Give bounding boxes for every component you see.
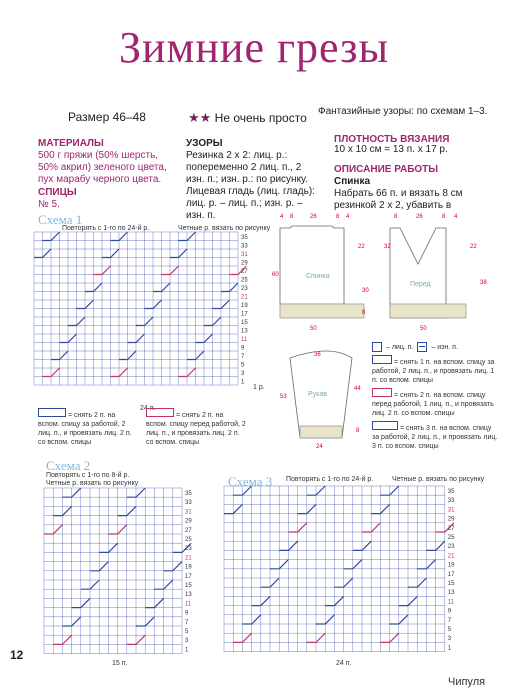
schema1-row-number: 5 [241,362,245,369]
schema3-row-number: 15 [447,581,455,587]
patterns-text: Резинка 2 х 2: лиц. р.: попеременно 2 лиц. п., 2 изн. п.; изн. р.: по рисунку. Лицевая гладь (лиц. гладь): лиц. р. – лиц. п.; изн. р. – изн. п. [186,150,315,221]
legend-cross-front1: = снять 2 п. на вспом. спицу перед работой, 1 лиц. п., и провязать лиц. 2 п. со вспом. спицы [372,392,494,417]
schema3-row-number: 1 [447,645,452,652]
difficulty-label: Не очень просто [214,111,307,125]
schema1-row-number: 29 [241,260,248,267]
svg-text:24: 24 [316,444,323,450]
schema3-row-number: 5 [447,627,452,633]
difficulty-stars: ★★ [188,110,212,125]
schema2-label: Схема 2 [46,458,91,473]
page-title: Зимние грезы [118,23,390,72]
schema3-row-number: 9 [447,608,452,615]
schema1-row-number: 17 [241,311,248,318]
schema1-row-number: 3 [241,371,245,377]
schema1-row-number: 1 [241,379,245,386]
needles-heading: СПИЦЫ [38,187,77,198]
schema1-grid [34,232,262,412]
schema2-row-number: 19 [185,564,192,571]
svg-text:38: 38 [480,280,487,286]
svg-text:26: 26 [310,214,317,220]
schema2-row-number: 31 [185,509,192,516]
schema1-row-number: 11 [241,337,248,343]
schema1-row-number: 35 [241,235,248,241]
schema3-row-number: 17 [447,571,455,578]
work-body: Набрать 66 п. и вязать 8 см резинкой 2 х 2, убавить в [334,188,463,211]
work-text [334,176,484,212]
legend-knit: – лиц. п. [386,343,414,351]
needles-text: № 5. [38,199,60,210]
legend-cross-back: = снять 2 п. на вспом. спицу за работой, 2 лиц. п., и провязать лиц. 2 п. со вспом. спицы [38,412,132,446]
schema1-row-number: 9 [241,345,245,352]
schema3-row-number: 7 [447,617,452,624]
schema2-row-number: 35 [185,491,192,497]
schema3-width: 24 п. [336,660,352,667]
schema1-row-number: 21 [241,294,248,301]
legend-cross-back1: = снять 1 п. на вспом. спицу за работой, 2 лиц. п., и провязать лиц. 1 п. со вспом. спицы [372,359,495,384]
svg-text:8: 8 [290,214,294,220]
schema2-row-number: 5 [185,629,189,635]
back-label: Спинка [306,273,330,280]
schema1-row-number: 23 [241,286,248,292]
svg-text:8: 8 [356,428,360,434]
schema3-row-number: 13 [447,590,455,597]
svg-text:30: 30 [362,288,369,294]
schema2-row-number: 3 [185,638,189,645]
svg-text:36: 36 [314,352,321,358]
schema3-row-number: 25 [447,535,455,541]
legend-cross-front-box [146,408,246,447]
schema3-row-number: 19 [447,562,455,569]
brand-watermark: Чипуля [448,676,486,688]
schema3-repeat: Повторять с 1-го по 24-й р. [286,476,374,483]
density-heading: ПЛОТНОСТЬ ВЯЗАНИЯ [334,134,450,145]
schema2-row-number: 17 [185,573,192,580]
legend-cross-front: = снять 2 п. на вспом. спицу перед работой, 2 лиц. п., и провязать лиц. 2 п. со вспом. спицы [146,412,246,446]
schema2-row-number: 7 [185,619,189,626]
svg-text:53: 53 [280,394,287,400]
svg-text:60: 60 [272,272,279,278]
svg-text:44: 44 [354,386,361,392]
schema2-row-number: 13 [185,592,192,599]
schema2-row-number: 11 [185,601,192,608]
schema3-even: Четные р. вязать по рисунку [392,476,485,483]
schema1-row-number: 13 [241,328,248,335]
schema3-row-number: 33 [447,498,455,505]
svg-text:26: 26 [416,214,423,220]
work-heading: ОПИСАНИЕ РАБОТЫ [334,164,439,175]
schema1-repeat: Повторять с 1-го по 24-й р. [62,225,150,232]
legend-purl: – изн. п. [431,343,458,351]
schema2-row-number: 21 [185,555,192,562]
schema3-row-number: 11 [447,599,455,606]
schema3-row-number: 35 [447,489,455,495]
schema1-row-number: 33 [241,243,248,250]
schema1-row-number: 31 [241,252,248,258]
size-label: Размер 46–48 [68,110,146,124]
page-number: 12 [10,648,24,662]
schema1-even: Четные р. вязать по рисунку [178,225,271,232]
schema2-row-number: 23 [185,546,192,553]
schema3-label: Схема 3 [228,474,273,489]
schema1-row-number: 25 [241,277,248,284]
schema2-row-number: 9 [185,610,189,617]
svg-text:22: 22 [358,244,365,250]
schema2-row-number: 1 [185,647,189,654]
sleeve-label: Рукав [308,391,327,398]
schema3-grid [224,486,476,662]
schema3-row-number: 3 [447,636,452,643]
svg-text:8: 8 [362,310,366,316]
schema3-row-number: 27 [447,525,455,532]
schema2-repeat: Повторять с 1-го по 8-й р. [46,472,130,479]
schema3-row-number: 29 [447,516,455,523]
materials-heading: МАТЕРИАЛЫ [38,138,104,149]
schema2-even: Четные р. вязать по рисунку [46,480,139,487]
fancy-patterns-text: Фантазийные узоры: по схемам 1–3. [318,106,488,117]
schema2-row-number: 29 [185,518,192,525]
density-text: 10 х 10 см = 13 п. х 17 р. [334,144,448,155]
svg-text:4: 4 [280,214,284,220]
front-label: Перед [410,281,431,288]
svg-text:4: 4 [346,214,350,220]
legend-cross3: = снять 3 п. на вспом. спицу за работой, 2 лиц. п., и провязать лиц. 3 п. со вспом. спицы [372,425,498,450]
schema2-row-number: 33 [185,500,192,507]
schema2-grid [44,488,220,662]
svg-text:8: 8 [336,214,340,220]
schema3-row-number: 31 [447,507,455,514]
schema1-row-number: 15 [241,320,248,326]
legend-right [372,342,498,451]
svg-text:50: 50 [310,326,317,332]
svg-text:8: 8 [442,214,446,220]
schema3-row-number: 21 [447,553,455,560]
schema2-width: 15 п. [112,660,128,667]
schema1-label: Схема 1 [38,212,83,227]
difficulty [188,110,307,126]
svg-text:8: 8 [394,214,398,220]
schema1-row-number: 7 [241,354,245,360]
patterns-heading: УЗОРЫ [186,138,223,149]
schema1-row-number: 27 [241,269,248,275]
schema1-row-number: 19 [241,303,248,309]
schema1-width: 24 п. [140,405,156,412]
svg-text:22: 22 [470,244,477,250]
schema2-row-number: 15 [185,583,192,589]
materials-text: 500 г пряжи (50% шерсть, 50% акрил) зеленого цвета, пух марабу черного цвета. [38,150,167,185]
svg-text:32: 32 [384,244,391,250]
svg-text:4: 4 [454,214,458,220]
legend-cross-back-box [38,408,138,447]
work-sub: Спинка [334,176,371,187]
schema3-row-number: 23 [447,544,455,551]
svg-text:50: 50 [420,326,427,332]
schema2-row-number: 25 [185,537,192,543]
schema2-row-number: 27 [185,527,192,534]
schema1-start: 1 р. [253,384,265,391]
